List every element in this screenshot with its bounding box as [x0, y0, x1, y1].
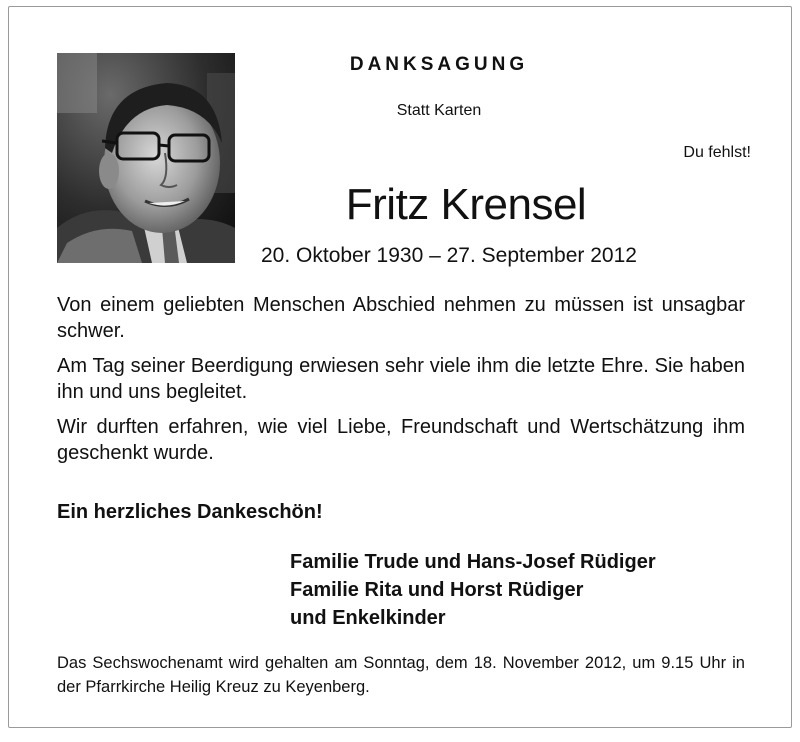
- obituary-notice: [8, 6, 792, 728]
- life-dates: 20. Oktober 1930 – 27. September 2012: [261, 244, 637, 267]
- deceased-name: Fritz Krensel: [345, 180, 587, 229]
- signature-line: Familie Trude und Hans-Josef Rüdiger: [290, 551, 656, 573]
- notice-body: [57, 292, 745, 475]
- portrait-photo: [57, 53, 235, 263]
- notice-heading: DANKSAGUNG: [349, 54, 529, 75]
- signature-line: und Enkelkinder: [290, 607, 446, 629]
- body-paragraph: Wir durften erfahren, wie viel Liebe, Freundschaft und Wertschätzung ihm geschenkt wurde.: [57, 416, 745, 464]
- portrait-image: [57, 53, 235, 263]
- thanks-line: Ein herzliches Dankeschön!: [57, 501, 323, 523]
- notice-subheading: Statt Karten: [396, 102, 482, 119]
- body-paragraph: Von einem geliebten Menschen Abschied nehmen zu müssen ist unsagbar schwer.: [57, 294, 745, 342]
- signature-line: Familie Rita und Horst Rüdiger: [290, 579, 584, 601]
- signatures: [290, 548, 656, 632]
- notice-motto: Du fehlst!: [683, 144, 751, 161]
- service-announcement: Das Sechswochenamt wird gehalten am Sonntag, dem 18. November 2012, um 9.15 Uhr in der Pfarrkirche Heilig Kreuz zu Keyenberg.: [57, 654, 745, 696]
- body-paragraph: Am Tag seiner Beerdigung erwiesen sehr viele ihm die letzte Ehre. Sie haben ihn und uns begleitet.: [57, 355, 745, 403]
